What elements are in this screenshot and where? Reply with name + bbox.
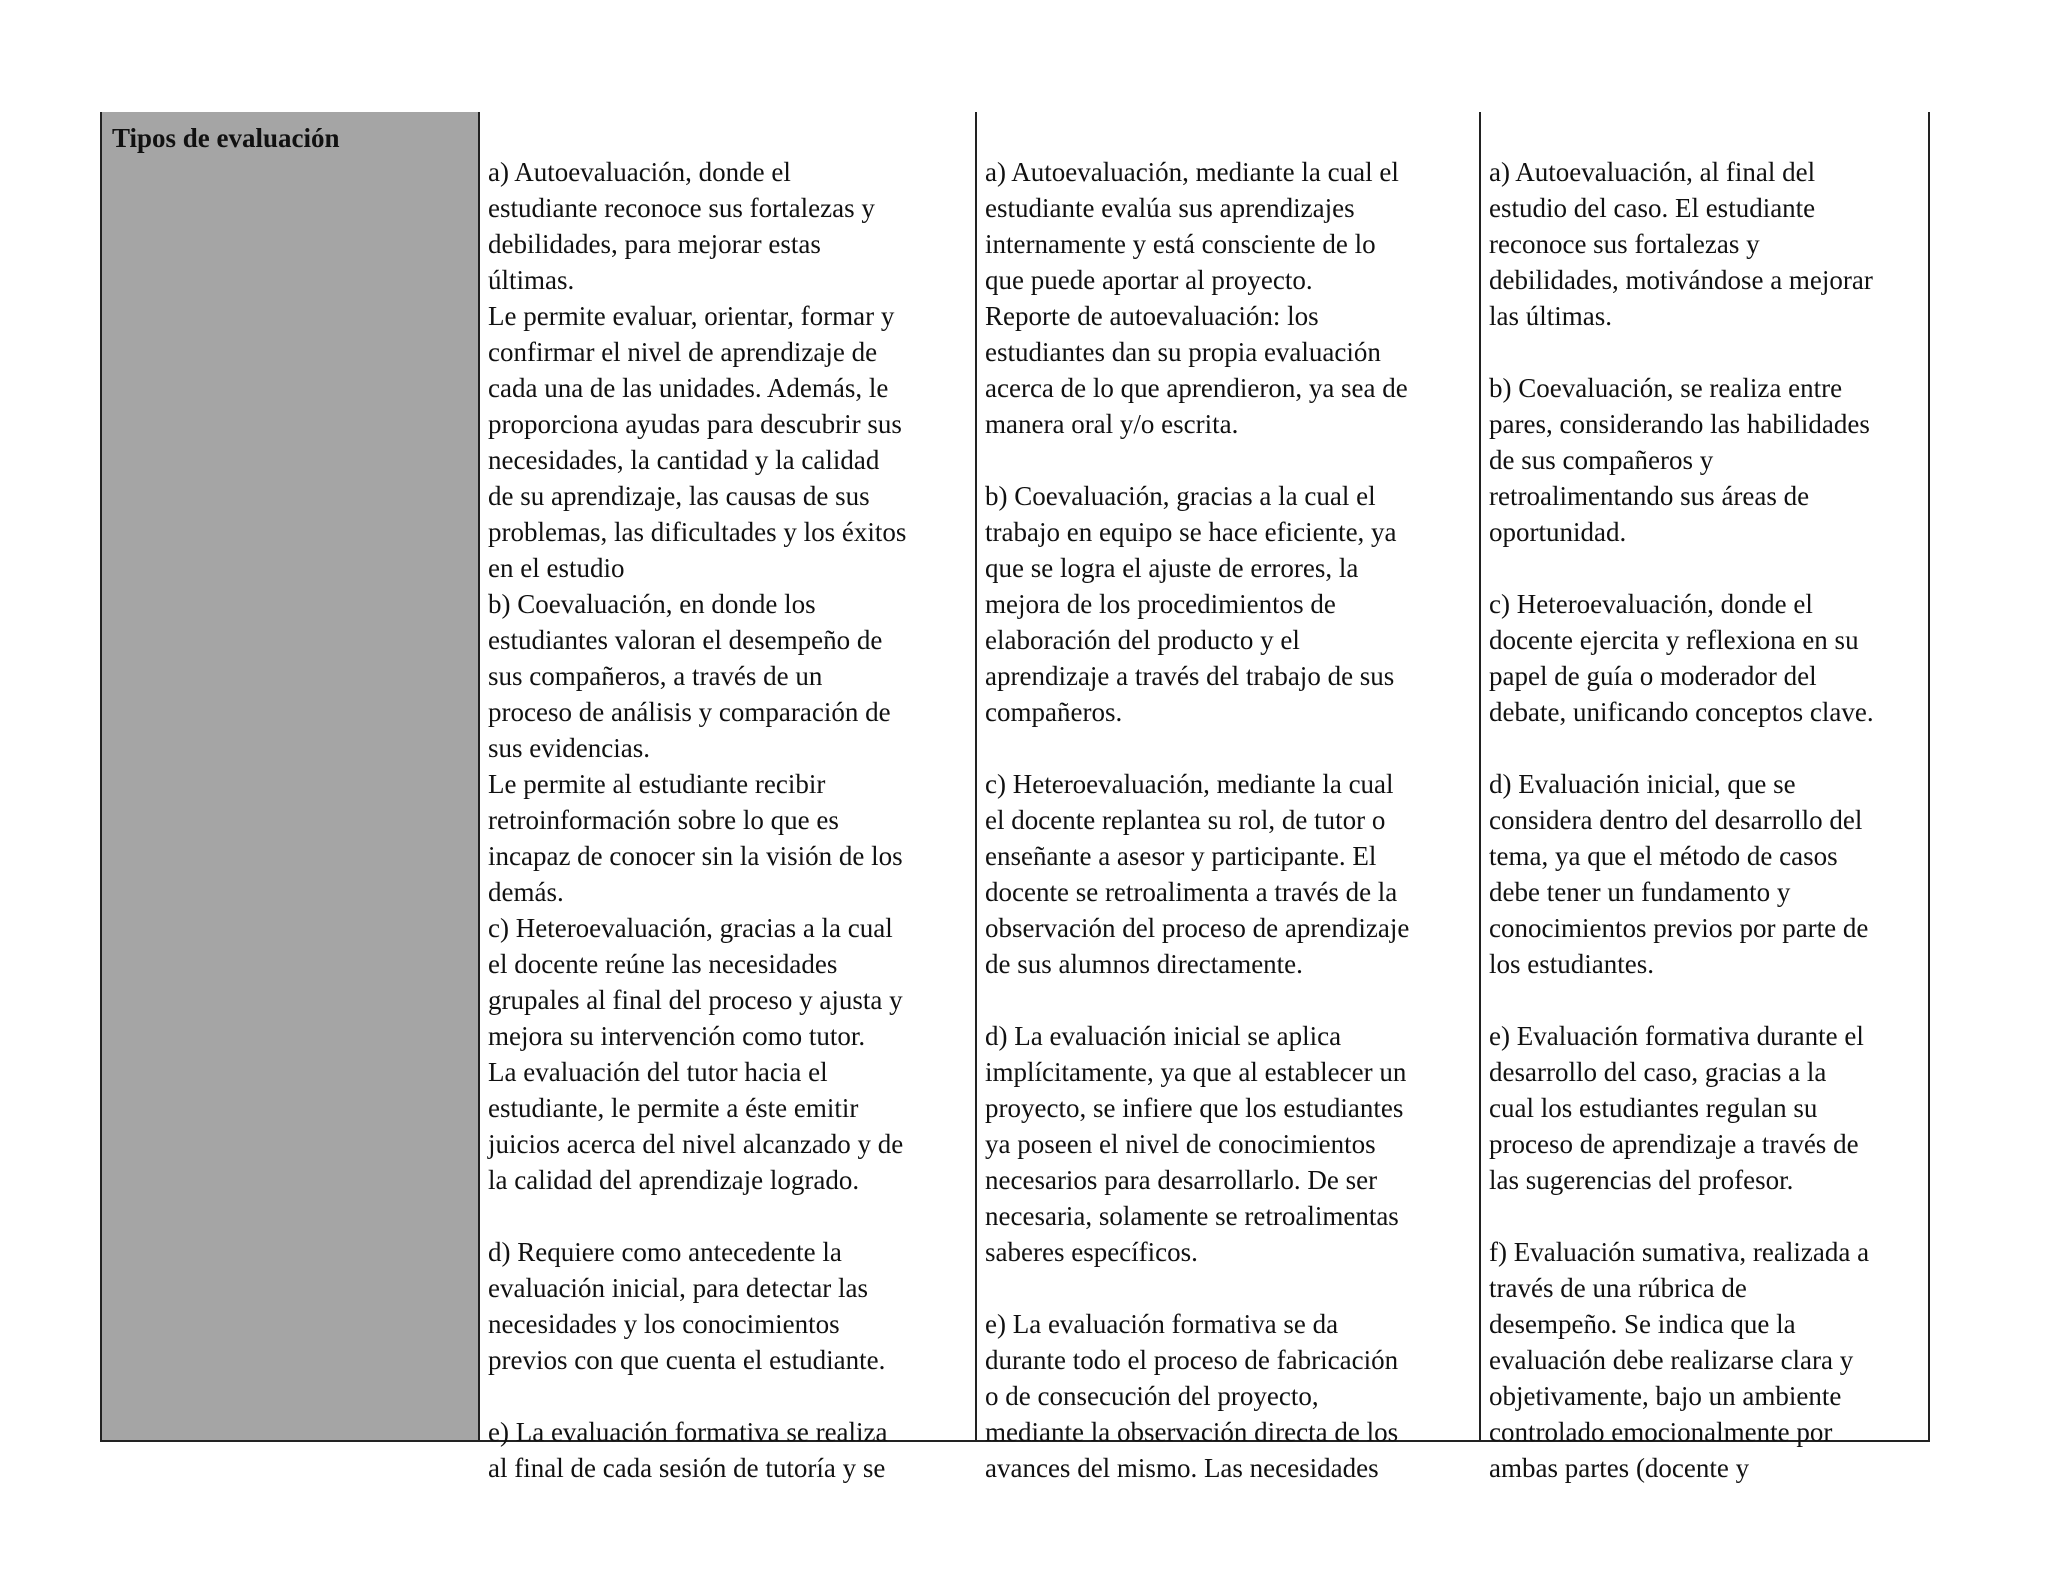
evaluation-table: [100, 112, 1930, 1483]
column-2-cell: [977, 112, 1481, 1483]
row-header-cell: [102, 112, 480, 1440]
column-1-cell: [480, 112, 977, 1483]
column-3-cell: [1481, 112, 1928, 1483]
column-1-text: a) Autoevaluación, donde el estudiante reconoce sus fortalezas y debilidades, para mejorar estas últimas. Le permite evaluar, orientar, formar y confirmar el nivel de aprendizaje de cada una de las unidades. Además, le proporciona ayudas para descubrir sus necesidades, la cantidad y la calidad de su aprendizaje, las causas de sus problemas, las dificultades y los éxitos en el estudio b) Coevaluación, en donde los estudiantes valoran el desempeño de sus compañeros, a través de un proceso de análisis y comparación de sus evidencias. Le permite al estudiante recibir retroinformación sobre lo que es incapaz de conocer sin la visión de los demás. c) Heteroevaluación, gracias a la cual el docente reúne las necesidades grupales al final del proceso y ajusta y mejora su intervención como tutor. La evaluación del tutor hacia el estudiante, le permite a éste emitir juicios acerca del nivel alcanzado y de la calidad del aprendizaje logrado. d) Requiere como antecedente la evaluación inicial, para detectar las necesidades y los conocimientos previos con que cuenta el estudiante. e) La evaluación formativa se realiza al final de cada sesión de tutoría y se: [488, 157, 907, 1483]
column-3-text: a) Autoevaluación, al final del estudio del caso. El estudiante reconoce sus fortalezas y debilidades, motivándose a mejorar las últimas. b) Coevaluación, se realiza entre pares, considerando las habilidades de sus compañeros y retroalimentando sus áreas de oportunidad. c) Heteroevaluación, donde el docente ejercita y reflexiona en su papel de guía o moderador del debate, unificando conceptos clave. d) Evaluación inicial, que se considera dentro del desarrollo del tema, ya que el método de casos debe tener un fundamento y conocimientos previos por parte de los estudiantes. e) Evaluación formativa durante el desarrollo del caso, gracias a la cual los estudiantes regulan su proceso de aprendizaje a través de las sugerencias del profesor. f) Evaluación sumativa, realizada a través de una rúbrica de desempeño. Se indica que la evaluación debe realizarse clara y objetivamente, bajo un ambiente controlado emocionalmente por ambas partes (docente y: [1489, 157, 1874, 1483]
row-header-label: Tipos de evaluación: [112, 123, 340, 153]
column-2-text: a) Autoevaluación, mediante la cual el estudiante evalúa sus aprendizajes internamente y está consciente de lo que puede aportar al proyecto. Reporte de autoevaluación: los estudiantes dan su propia evaluación acerca de lo que aprendieron, ya sea de manera oral y/o escrita. b) Coevaluación, gracias a la cual el trabajo en equipo se hace eficiente, ya que se logra el ajuste de errores, la mejora de los procedimientos de elaboración del producto y el aprendizaje a través del trabajo de sus compañeros. c) Heteroevaluación, mediante la cual el docente replantea su rol, de tutor o enseñante a asesor y participante. El docente se retroalimenta a través de la observación del proceso de aprendizaje de sus alumnos directamente. d) La evaluación inicial se aplica implícitamente, ya que al establecer un proyecto, se infiere que los estudiantes ya poseen el nivel de conocimientos necesarios para desarrollarlo. De ser necesaria, solamente se retroalimentas saberes específicos. e) La evaluación formativa se da durante todo el proceso de fabricación o de consecución del proyecto, mediante la observación directa de los avances del mismo. Las necesidades: [985, 157, 1410, 1483]
